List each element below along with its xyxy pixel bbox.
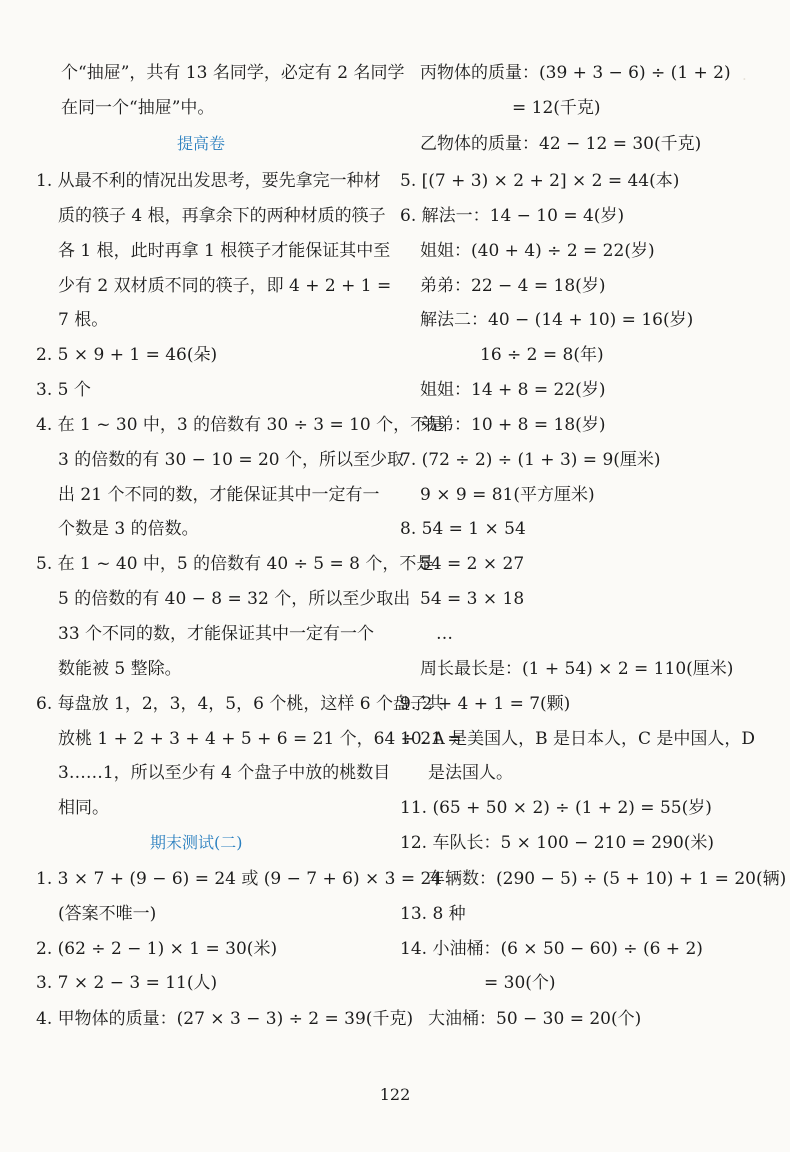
text-line: 4. 在 1 ~ 30 中，3 的倍数有 30 ÷ 3 = 10 个，不是 [36,415,445,435]
text-line: 3. 5 个 [36,380,91,400]
text-line: 33 个不同的数，才能保证其中一定有一个 [58,624,375,644]
text-line: 质的筷子 4 根，再拿余下的两种材质的筷子 [58,206,386,226]
text-line: 6. 每盘放 1，2，3，4，5，6 个桃，这样 6 个盘子共 [36,694,444,714]
text-line: 7. (72 ÷ 2) ÷ (1 + 3) = 9(厘米) [400,450,661,470]
text-line: 9 × 9 = 81(平方厘米) [420,485,595,505]
text-line: … [436,624,453,644]
page-number: 122 [379,1085,411,1104]
text-line: 出 21 个不同的数，才能保证其中一定有一 [58,485,380,505]
text-line: 2. (62 ÷ 2 − 1) × 1 = 30(米) [36,939,278,959]
text-line: 乙物体的质量：42 − 12 = 30(千克) [420,134,702,154]
text-line: 13. 8 种 [400,904,466,924]
text-line: 放桃 1 + 2 + 3 + 4 + 5 + 6 = 21 个，64 ÷ 21 = [58,729,462,749]
text-line: 在同一个“抽屉”中。 [61,98,215,118]
text-line: (答案不唯一) [58,904,157,924]
text-line: 大油桶：50 − 30 = 20(个) [428,1009,642,1029]
text-line: 车辆数：(290 − 5) ÷ (5 + 10) + 1 = 20(辆) [428,869,787,889]
text-line: 14. 小油桶：(6 × 50 − 60) ÷ (6 + 2) [400,939,703,959]
text-line: 16 ÷ 2 = 8(年) [480,345,604,365]
text-line: 3. 7 × 2 − 3 = 11(人) [36,973,218,993]
text-line: 1. 3 × 7 + (9 − 6) = 24 或 (9 − 7 + 6) × 3 = 24 [36,869,443,889]
text-line: = 30(个) [484,973,556,993]
text-line: 个数是 3 的倍数。 [58,519,199,539]
text-line: 5. 在 1 ~ 40 中，5 的倍数有 40 ÷ 5 = 8 个，不是 [36,554,434,574]
text-line: 4. 甲物体的质量：(27 × 3 − 3) ÷ 2 = 39(千克) [36,1009,414,1029]
text-line: 7 根。 [58,310,109,330]
text-line: 姐姐：14 + 8 = 22(岁) [420,380,606,400]
text-line: 周长最长是：(1 + 54) × 2 = 110(厘米) [420,659,734,679]
text-line: 9. 2 + 4 + 1 = 7(颗) [400,694,571,714]
text-line: = 12(千克) [512,98,601,118]
text-line: 5. [(7 + 3) × 2 + 2] × 2 = 44(本) [400,171,680,191]
text-line: 各 1 根，此时再拿 1 根筷子才能保证其中至 [58,241,391,261]
text-line: 54 = 3 × 18 [420,589,525,609]
text-line: 弟弟：10 + 8 = 18(岁) [420,415,606,435]
text-line: 弟弟：22 − 4 = 18(岁) [420,276,606,296]
text-line: 1. 从最不利的情况出发思考，要先拿完一种材 [36,171,381,191]
text-line: 3 的倍数的有 30 − 10 = 20 个，所以至少取 [58,450,405,470]
text-line: 2. 5 × 9 + 1 = 46(朵) [36,345,218,365]
text-line: 10. A 是美国人，B 是日本人，C 是中国人，D [400,729,756,749]
text-line: 3……1，所以至少有 4 个盘子中放的桃数目 [58,763,391,783]
text-line: 个“抽屉”，共有 13 名同学，必定有 2 名同学 [61,63,405,83]
text-line: 5 的倍数的有 40 − 8 = 32 个，所以至少取出 [58,589,411,609]
text-line: 相同。 [58,798,109,818]
text-line: 少有 2 双材质不同的筷子，即 4 + 2 + 1 = [58,276,392,296]
text-line: 11. (65 + 50 × 2) ÷ (1 + 2) = 55(岁) [400,798,712,818]
text-line: 姐姐：(40 + 4) ÷ 2 = 22(岁) [420,241,655,261]
text-line: 解法二：40 − (14 + 10) = 16(岁) [420,310,694,330]
text-line: 8. 54 = 1 × 54 [400,519,526,539]
bleed-through-mark: · [742,70,747,88]
text-line: 6. 解法一：14 − 10 = 4(岁) [400,206,625,226]
text-line: 12. 车队长：5 × 100 − 210 = 290(米) [400,833,715,853]
text-line: 是法国人。 [428,763,513,783]
section-heading: 期末测试(二) [150,833,243,852]
text-line: 丙物体的质量：(39 + 3 − 6) ÷ (1 + 2) [420,63,731,83]
text-line: 54 = 2 × 27 [420,554,525,574]
text-line: 数能被 5 整除。 [58,659,182,679]
section-heading: 提高卷 [177,134,226,153]
